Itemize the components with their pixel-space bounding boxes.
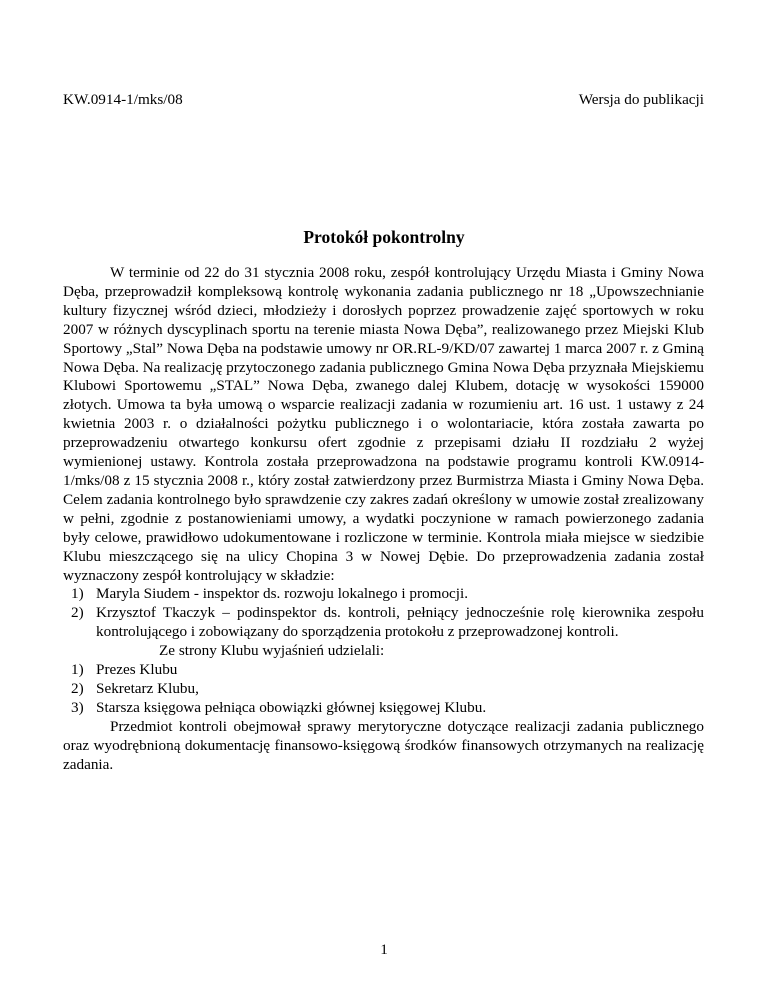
list-item-number: 2): [71, 604, 84, 622]
list-item-text: Starsza księgowa pełniąca obowiązki głównej księgowej Klubu.: [96, 698, 487, 716]
page-number: 1: [380, 941, 388, 958]
list-item: [63, 604, 704, 642]
list-item-number: 1): [71, 661, 84, 679]
intro-paragraph: W terminie od 22 do 31 stycznia 2008 roku, zespół kontrolujący Urzędu Miasta i Gminy Nowa Dęba, przeprowadził kompleksową kontrolę wykonania zadania publicznego nr 18 „Upowszechnianie kultury fizycznej wśród dzieci, młodzieży i dorosłych poprzez prowadzenie zajęć sportowych w roku 2007 w różnych dyscyplinach sportu na terenie miasta Nowa Dęba”, realizowanego przez Miejski Klub Sportowy „Stal” Nowa Dęba na podstawie umowy nr OR.RL-9/KD/07 zawartej 1 marca 2007 r. z Gminą Nowa Dęba. Na realizację przytoczonego zadania publicznego Gmina Nowa Dęba przyznała Miejskiemu Klubowi Sportowemu „STAL” Nowa Dęba, zwanego dalej Klubem, dotację w wysokości 159000 złotych. Umowa ta była umową o wsparcie realizacji zadania w rozumieniu art. 16 ust. 1 ustawy z 24 kwietnia 2003 r. o działalności pożytku publicznego i o wolontariacie, która została zawarta po przeprowadzeniu otwartego konkursu ofert zgodnie z przepisami działu II rozdziału 2 wyżej wymienionej ustawy. Kontrola została przeprowadzona na podstawie programu kontroli KW.0914-1/mks/08 z 15 stycznia 2008 r., który został zatwierdzony przez Burmistrza Miasta i Gminy Nowa Dęba. Celem zadania kontrolnego było sprawdzenie czy zakres zadań określony w umowie został zrealizowany w pełni, zgodnie z postanowieniami umowy, a wydatki poczynione w ramach powierzonego zadania były celowe, prawidłowo udokumentowane i rozliczone w terminie. Kontrola miała miejsce w siedzibie Klubu mieszczącego się na ulicy Chopina 3 w Nowej Dębie. Do przeprowadzenia zadania został wyznaczony zespół kontrolujący w składzie:: [63, 264, 704, 584]
document-title: Protokół pokontrolny: [303, 227, 465, 247]
team-members-list: [63, 585, 704, 642]
list-item-text: Sekretarz Klubu,: [96, 679, 199, 697]
list-item: [63, 680, 704, 699]
club-representatives-list: [63, 661, 704, 718]
list-item: [63, 699, 704, 718]
list-item-text: Prezes Klubu: [96, 661, 178, 679]
list-item-number: 1): [71, 585, 84, 603]
list-item-number: 3): [71, 698, 84, 716]
list-item: [63, 585, 704, 604]
version-note: Wersja do publikacji: [578, 91, 704, 108]
club-explanations-intro: Ze strony Klubu wyjaśnień udzielali:: [159, 642, 385, 660]
list-item-text: Krzysztof Tkaczyk – podinspektor ds. kontroli, pełniący jednocześnie rolę kierownika zespołu kontrolującego i zobowiązany do sporządzenia protokołu z przeprowadzonej kontroli.: [96, 604, 704, 641]
list-item-number: 2): [71, 679, 84, 697]
reference-number: KW.0914-1/mks/08: [63, 91, 183, 108]
list-item-text: Maryla Siudem - inspektor ds. rozwoju lokalnego i promocji.: [96, 585, 469, 603]
list-item: [63, 661, 704, 680]
scope-paragraph: Przedmiot kontroli obejmował sprawy merytoryczne dotyczące realizacji zadania publicznego oraz wyodrębnioną dokumentację finansowo-księgową środków finansowych otrzymanych na realizację zadania.: [63, 717, 704, 773]
document-body: [63, 264, 704, 774]
